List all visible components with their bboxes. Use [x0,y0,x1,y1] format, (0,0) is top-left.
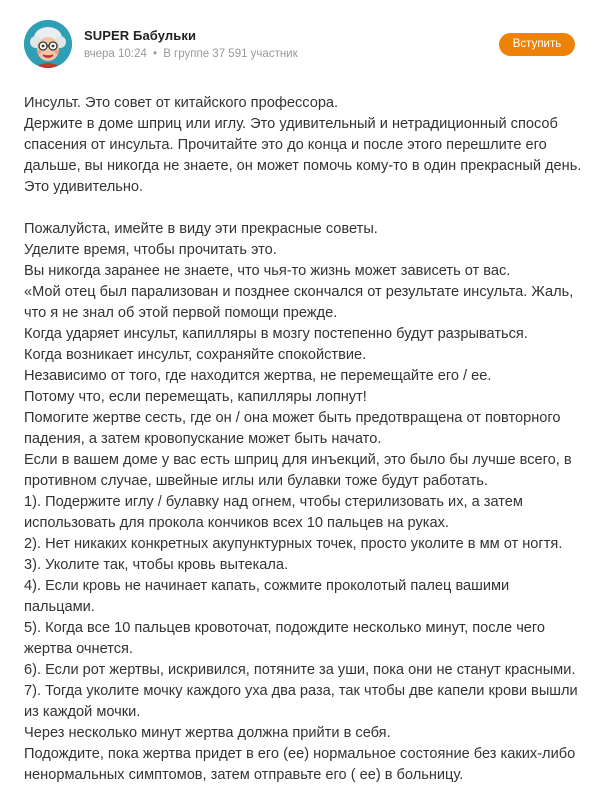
post-line: 3). Уколите так, чтобы кровь вытекала. [24,557,289,573]
post-line: Пожалуйста, имейте в виду эти прекрасные советы. [24,221,378,237]
post-header [0,0,605,80]
post-line: 1). Подержите иглу / булавку над огнем, чтобы стерилизовать их, а затем [24,494,523,510]
post-line: Уделите время, чтобы прочитать это. [24,242,277,258]
member-count: В группе 37 591 участник [163,48,298,60]
post-line: Вы никогда заранее не знаете, что чья-то жизнь может зависеть от вас. [24,263,511,279]
meta-separator: • [152,48,157,60]
paragraph-gap [24,198,584,219]
post-line: Через несколько минут жертва должна прийти в себя. [24,725,391,741]
post-line: Если в вашем доме у вас есть шприц для инъекций, это было бы лучше всего, в [24,452,572,468]
post-line: Потому что, если перемещать, капилляры лопнут! [24,389,367,405]
post-line: Это удивительно. [24,179,144,195]
post-line: Подождите, пока жертва придет в его (ее) нормальное состояние без каких-либо [24,746,576,762]
post-line: Когда ударяет инсульт, капилляры в мозгу постепенно будут разрываться. [24,326,528,342]
group-avatar[interactable] [24,20,72,68]
post-paragraph [24,219,584,786]
post-line: спасения от инсульта. Прочитайте это до конца и после этого перешлите его [24,137,547,153]
group-name[interactable]: SUPER Бабульки [84,28,197,43]
grandma-avatar-icon [24,20,72,68]
post-line: что я не знал об этой первой помощи прежде. [24,305,338,321]
post-line: 6). Если рот жертвы, искривился, потяните за уши, пока они не станут красными. [24,662,576,678]
post-line: из каждой мочки. [24,704,141,720]
post-line: ненормальных симптомов, затем отправьте его ( ее) в больницу. [24,767,464,783]
post-line: 5). Когда все 10 пальцев кровоточат, подождите несколько минут, после чего [24,620,546,636]
post-line: Инсульт. Это совет от китайского профессора. [24,95,339,111]
post-line: Независимо от того, где находится жертва, не перемещайте его / ее. [24,368,492,384]
post-text [24,93,584,786]
post-line: «Мой отец был парализован и позднее скончался от результате инсульта. Жаль, [24,284,574,300]
post-meta [84,48,298,60]
post-line: Помогите жертве сесть, где он / она может быть предотвращена от повторного [24,410,561,426]
post-time: вчера 10:24 [84,48,147,60]
post-line: Когда возникает инсульт, сохраняйте спокойствие. [24,347,367,363]
post-line: пальцами. [24,599,95,615]
post-line: 4). Если кровь не начинает капать, сожмите проколотый палец вашими [24,578,510,594]
post-line: противном случае, швейные иглы или булавки тоже будут работать. [24,473,488,489]
post-paragraph [24,93,584,198]
post-line: дальше, вы никогда не знаете, он может помочь кому-то в один прекрасный день. [24,158,582,174]
post-line: 7). Тогда уколите мочку каждого уха два раза, так чтобы две капели крови вышли [24,683,578,699]
post-line: Держите в доме шприц или иглу. Это удивительный и нетрадиционный способ [24,116,558,132]
post-line: жертва очнется. [24,641,133,657]
post-line: падения, а затем кровопускание может быть начато. [24,431,382,447]
post-line: 2). Нет никаких конкретных акупунктурных точек, просто уколите в мм от ногтя. [24,536,563,552]
post-line: использовать для прокола кончиков всех 10 пальцев на руках. [24,515,449,531]
join-button[interactable]: Вступить [499,33,575,56]
